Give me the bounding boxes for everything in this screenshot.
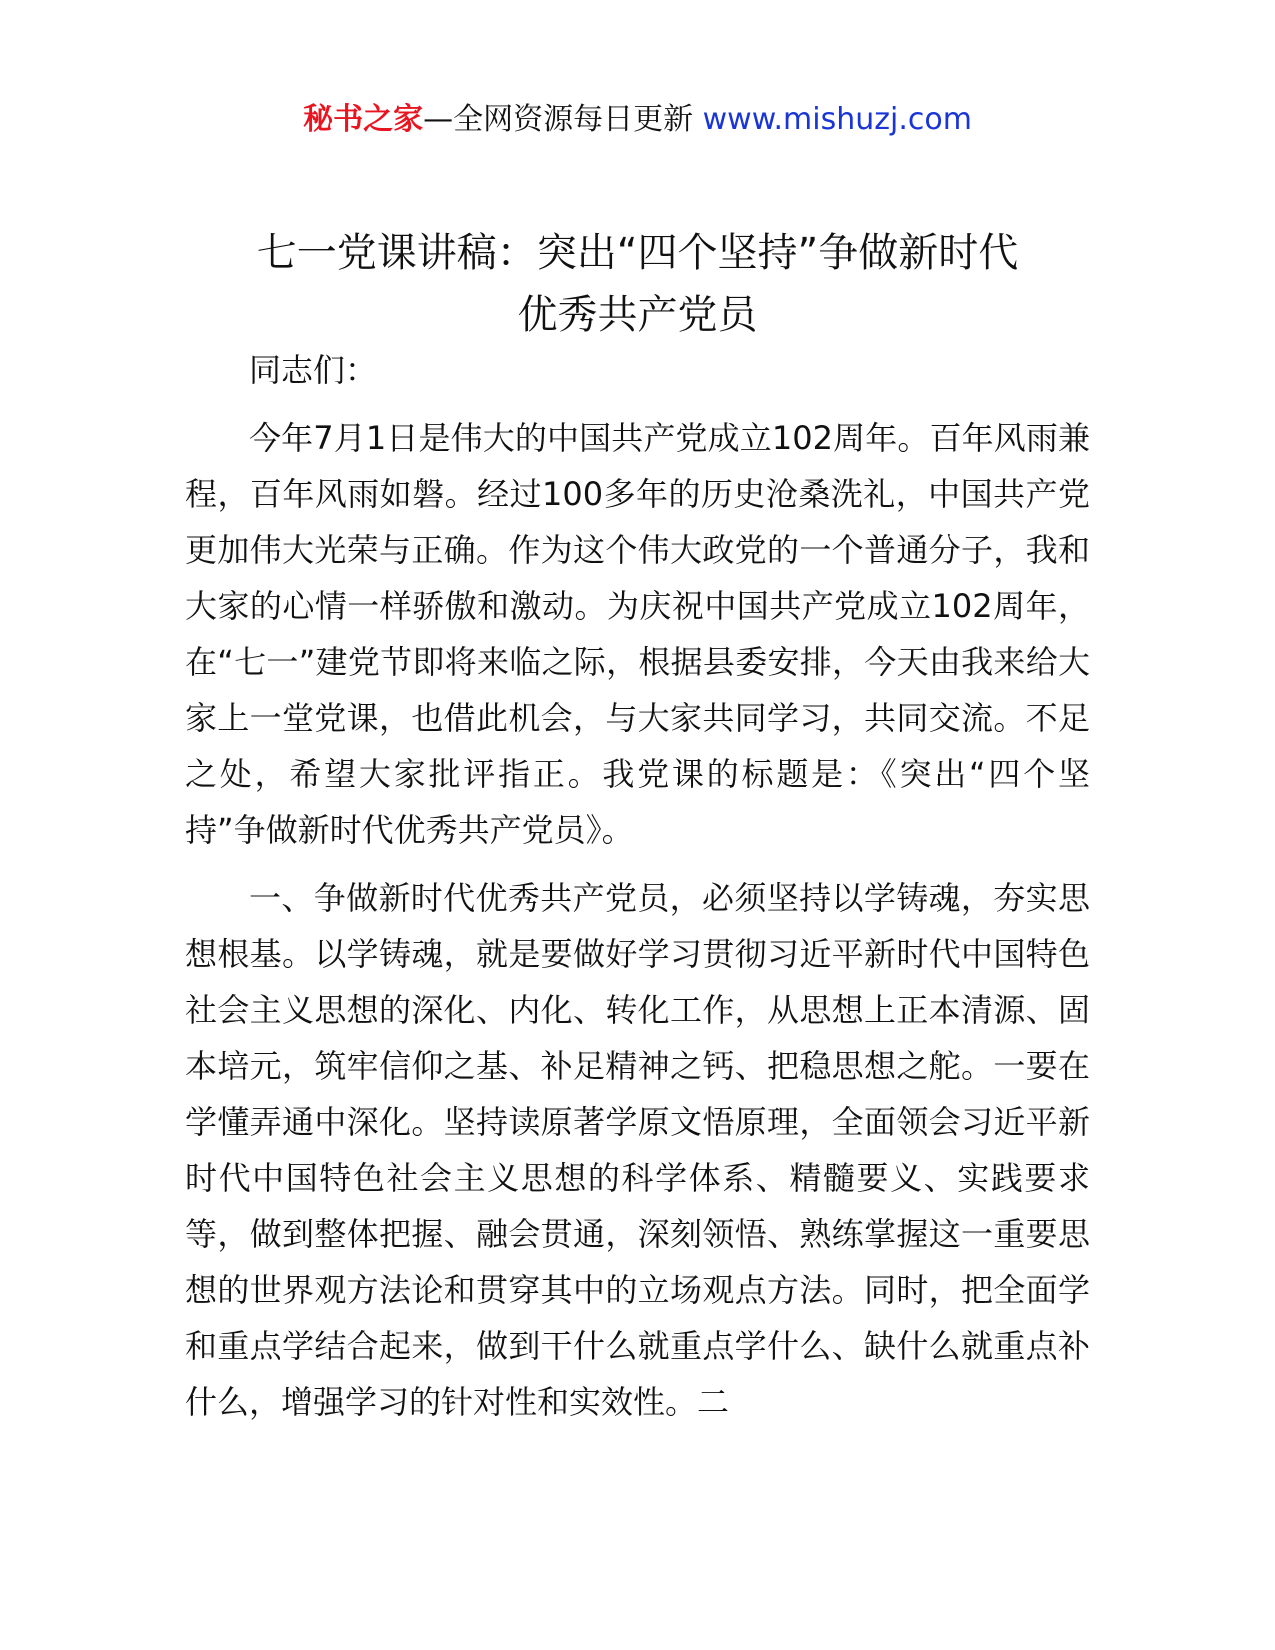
paragraph-intro: 今年7月1日是伟大的中国共产党成立102周年。百年风雨兼程，百年风雨如磐。经过100多年的历史沧桑洗礼，中国共产党更加伟大光荣与正确。作为这个伟大政党的一个普通分子，我和大家的心情一样骄傲和激动。为庆祝中国共产党成立102周年，在“七一”建党节即将来临之际，根据县委安排，今天由我来给大家上一堂党课，也借此机会，与大家共同学习，共同交流。不足之处，希望大家批评指正。我党课的标题是：《突出“四个坚持”争做新时代优秀共产党员》。 (185, 419, 1090, 849)
site-header (0, 100, 1275, 140)
site-tagline: —全网资源每日更新 (423, 102, 703, 137)
document-body (185, 342, 1090, 1442)
title-line-1: 七一党课讲稿：突出“四个坚持”争做新时代 (256, 230, 1019, 276)
site-brand: 秘书之家 (303, 102, 424, 137)
document-title (150, 222, 1125, 346)
paragraph-section-1: 一、争做新时代优秀共产党员，必须坚持以学铸魂，夯实思想根基。以学铸魂，就是要做好学习贯彻习近平新时代中国特色社会主义思想的深化、内化、转化工作，从思想上正本清源、固本培元，筑牢信仰之基、补足精神之钙、把稳思想之舵。一要在学懂弄通中深化。坚持读原著学原文悟原理，全面领会习近平新时代中国特色社会主义思想的科学体系、精髓要义、实践要求等，做到整体把握、融会贯通，深刻领悟、熟练掌握这一重要思想的世界观方法论和贯穿其中的立场观点方法。同时，把全面学和重点学结合起来，做到干什么就重点学什么、缺什么就重点补什么，增强学习的针对性和实效性。二 (185, 879, 1090, 1421)
title-line-2: 优秀共产党员 (517, 292, 758, 338)
greeting: 同志们： (249, 351, 378, 389)
site-url-link[interactable]: www.mishuzj.com (702, 102, 972, 137)
